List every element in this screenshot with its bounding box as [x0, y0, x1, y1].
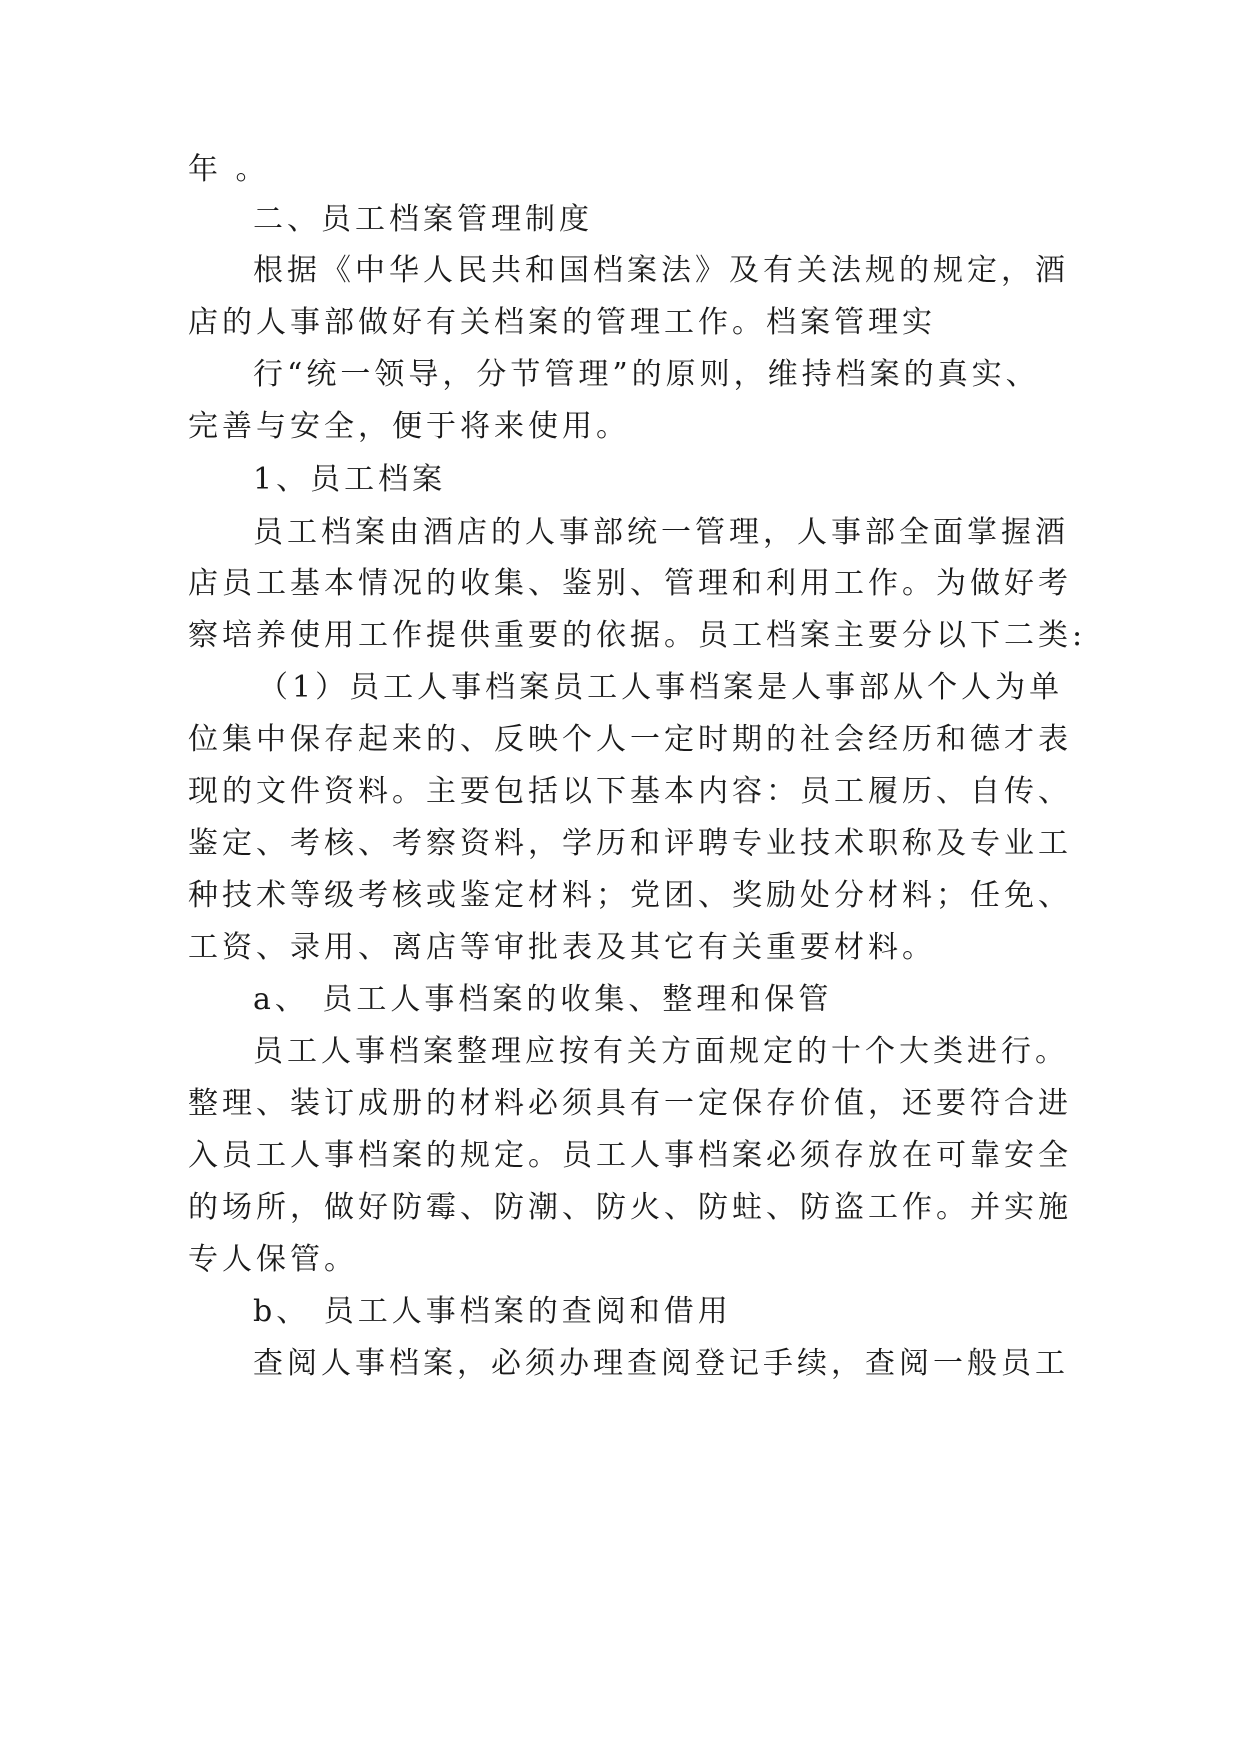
text-line: 察培养使用工作提供重要的依据。员工档案主要分以下二类: [188, 618, 1087, 653]
text-line: 根据《中华人民共和国档案法》及有关法规的规定，酒 [253, 253, 1069, 288]
text-line: 种技术等级考核或鉴定材料；党团、奖励处分材料；任免、 [188, 878, 1072, 913]
text-line: （1）员工人事档案员工人事档案是人事部从个人为单 [258, 670, 1064, 705]
text-line: 入员工人事档案的规定。员工人事档案必须存放在可靠安全 [188, 1138, 1072, 1173]
text-line: 专人保管。 [188, 1242, 358, 1277]
text-line: 位集中保存起来的、反映个人一定时期的社会经历和德才表 [188, 722, 1072, 757]
text-line: 工资、录用、离店等审批表及其它有关重要材料。 [188, 930, 936, 965]
subsection-heading: 1、员工档案 [253, 462, 447, 497]
subsection-heading: b、 员工人事档案的查阅和借用 [253, 1294, 732, 1329]
text-line: 现的文件资料。主要包括以下基本内容：员工履历、自传、 [188, 774, 1072, 809]
text-line: 整理、装订成册的材料必须具有一定保存价值，还要符合进 [188, 1086, 1072, 1121]
section-heading: 二、员工档案管理制度 [253, 202, 593, 237]
subsection-heading: a、 员工人事档案的收集、整理和保管 [253, 982, 833, 1017]
text-line: 查阅人事档案，必须办理查阅登记手续，查阅一般员工 [253, 1346, 1069, 1381]
text-line: 店员工基本情况的收集、鉴别、管理和利用工作。为做好考 [188, 566, 1072, 601]
text-line: 行“统一领导，分节管理”的原则，维持档案的真实、 [253, 357, 1040, 392]
text-line: 鉴定、考核、考察资料，学历和评聘专业技术职称及专业工 [188, 826, 1072, 861]
text-line: 完善与安全，便于将来使用。 [188, 409, 630, 444]
text-line: 的场所，做好防霉、防潮、防火、防蛀、防盗工作。并实施 [188, 1190, 1072, 1225]
text-line: 店的人事部做好有关档案的管理工作。档案管理实 [188, 305, 936, 340]
text-line: 员工档案由酒店的人事部统一管理，人事部全面掌握酒 [253, 515, 1069, 550]
text-line: 年 。 [188, 152, 270, 187]
text-line: 员工人事档案整理应按有关方面规定的十个大类进行。 [253, 1034, 1069, 1069]
